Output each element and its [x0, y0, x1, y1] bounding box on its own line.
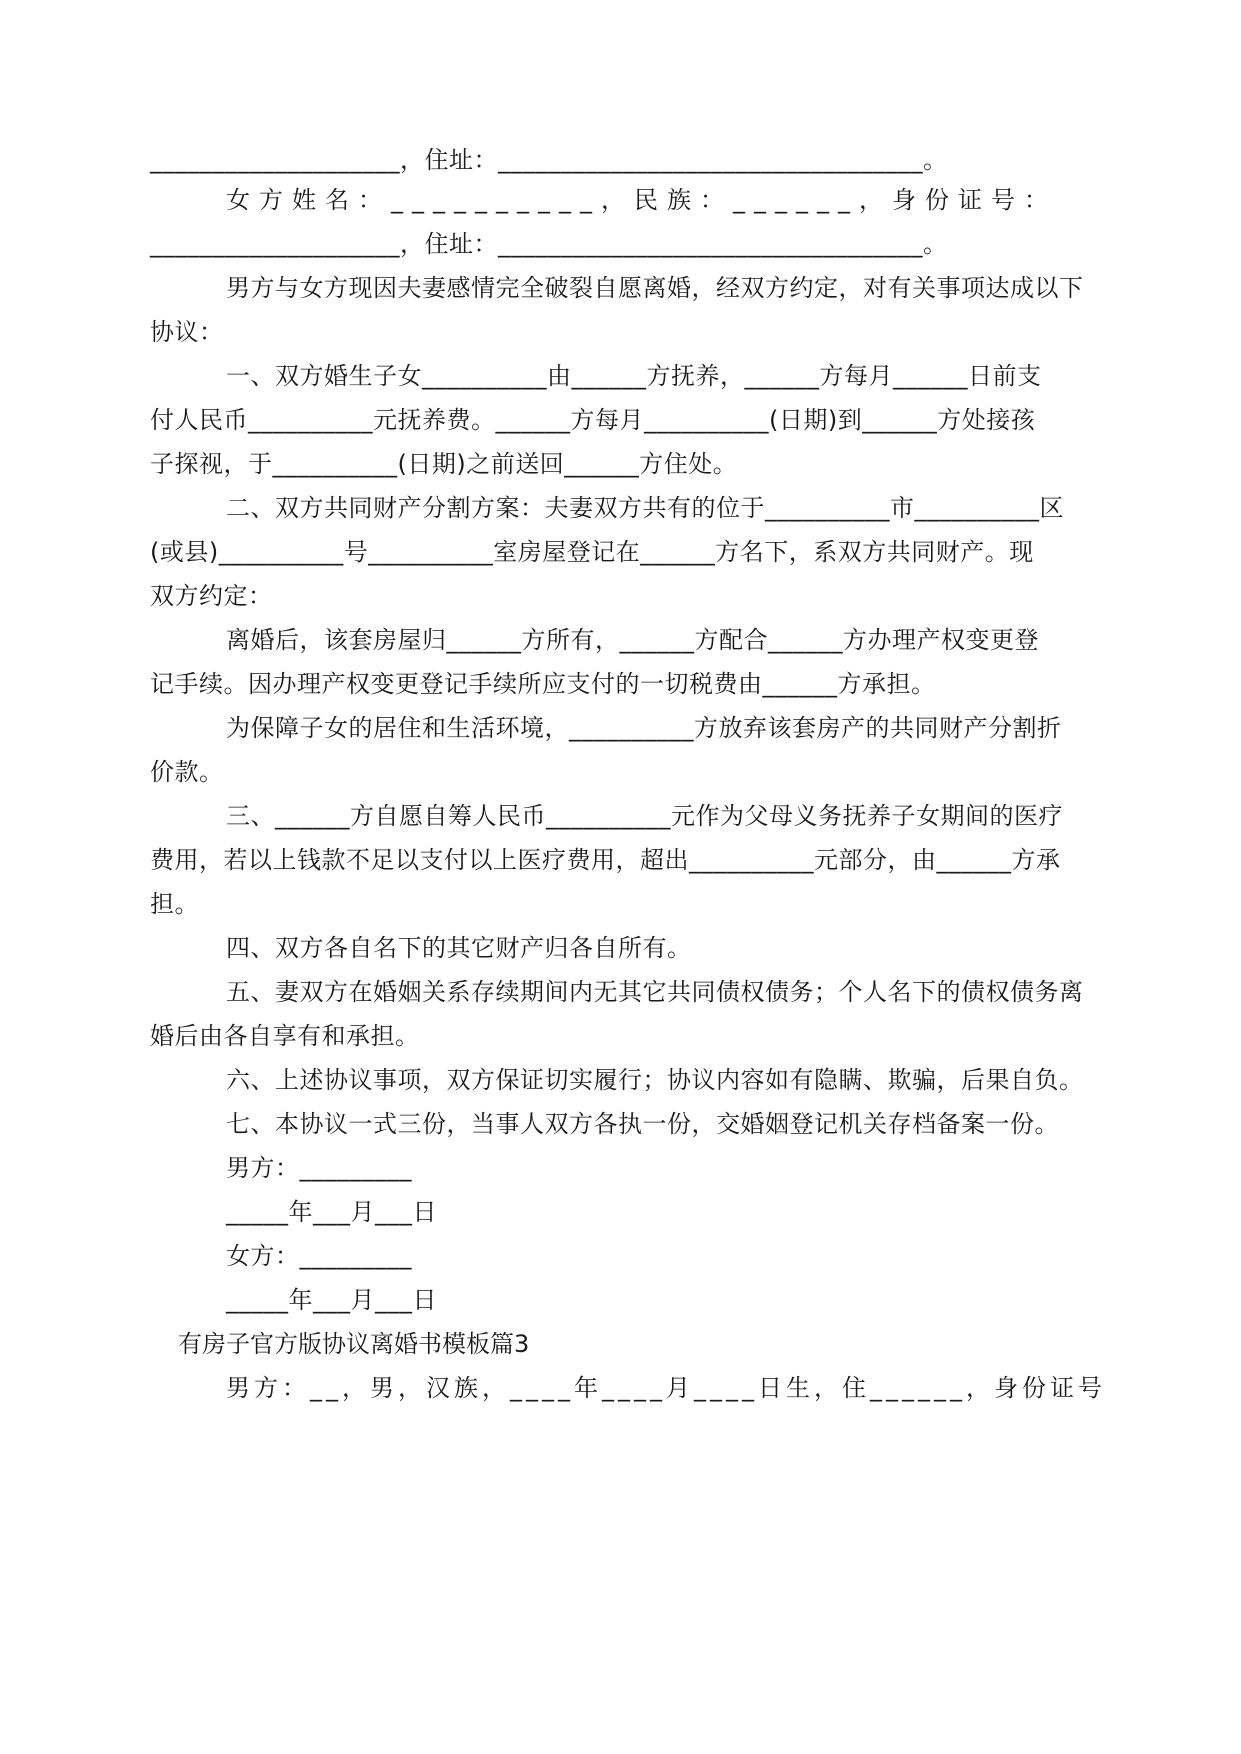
text-line: 付人民币__________元抚养费。______方每月__________(日期)到______方处接孩	[150, 406, 1036, 434]
text-line: 女方姓名：__________，民族：______，身份证号：	[226, 186, 1057, 214]
signature-line-female: 女方：_________	[226, 1242, 412, 1270]
text-line: 价款。	[150, 758, 224, 786]
text-line: 一、双方婚生子女__________由______方抚养，______方每月______日前支	[226, 362, 1042, 390]
text-line: ____________________，住址：__________________________________。	[150, 146, 948, 174]
text-line: ____________________，住址：__________________________________。	[150, 230, 948, 258]
text-line: 男方与女方现因夫妻感情完全破裂自愿离婚，经双方约定，对有关事项达成以下	[226, 274, 1084, 302]
text-line: 四、双方各自名下的其它财产归各自所有。	[226, 934, 692, 962]
text-line: 担。	[150, 890, 199, 918]
text-line: 二、双方共同财产分割方案：夫妻双方共有的位于__________市__________区	[226, 494, 1064, 522]
date-line: _____年___月___日	[226, 1198, 437, 1226]
text-line: 双方约定：	[150, 582, 273, 610]
text-line: (或县)__________号__________室房屋登记在______方名下，系双方共同财产。现	[150, 538, 1034, 566]
section-heading: 有房子官方版协议离婚书模板篇3	[178, 1330, 530, 1358]
text-line: 三、______方自愿自筹人民币__________元作为父母义务抚养子女期间的医疗	[226, 802, 1063, 830]
date-line: _____年___月___日	[226, 1286, 437, 1314]
text-line: 离婚后，该套房屋归______方所有，______方配合______方办理产权变更登	[226, 626, 1039, 654]
text-line: 五、妻双方在婚姻关系存续期间内无其它共同债权债务；个人名下的债权债务离	[226, 978, 1084, 1006]
text-line: 婚后由各自享有和承担。	[150, 1022, 420, 1050]
text-line: 费用，若以上钱款不足以支付以上医疗费用，超出__________元部分，由______方承	[150, 846, 1061, 874]
signature-line-male: 男方：_________	[226, 1154, 412, 1182]
text-line: 六、上述协议事项，双方保证切实履行；协议内容如有隐瞒、欺骗，后果自负。	[226, 1066, 1084, 1094]
text-line: 子探视，于__________(日期)之前送回______方住处。	[150, 450, 738, 478]
text-line: 协议：	[150, 318, 224, 346]
text-line: 为保障子女的居住和生活环境，__________方放弃该套房产的共同财产分割折	[226, 714, 1062, 742]
text-line: 记手续。因办理产权变更登记手续所应支付的一切税费由______方承担。	[150, 670, 936, 698]
text-line: 男方：__，男，汉族，____年____月____日生，住______，身份证号	[226, 1374, 1106, 1402]
text-line: 七、本协议一式三份，当事人双方各执一份，交婚姻登记机关存档备案一份。	[226, 1110, 1059, 1138]
